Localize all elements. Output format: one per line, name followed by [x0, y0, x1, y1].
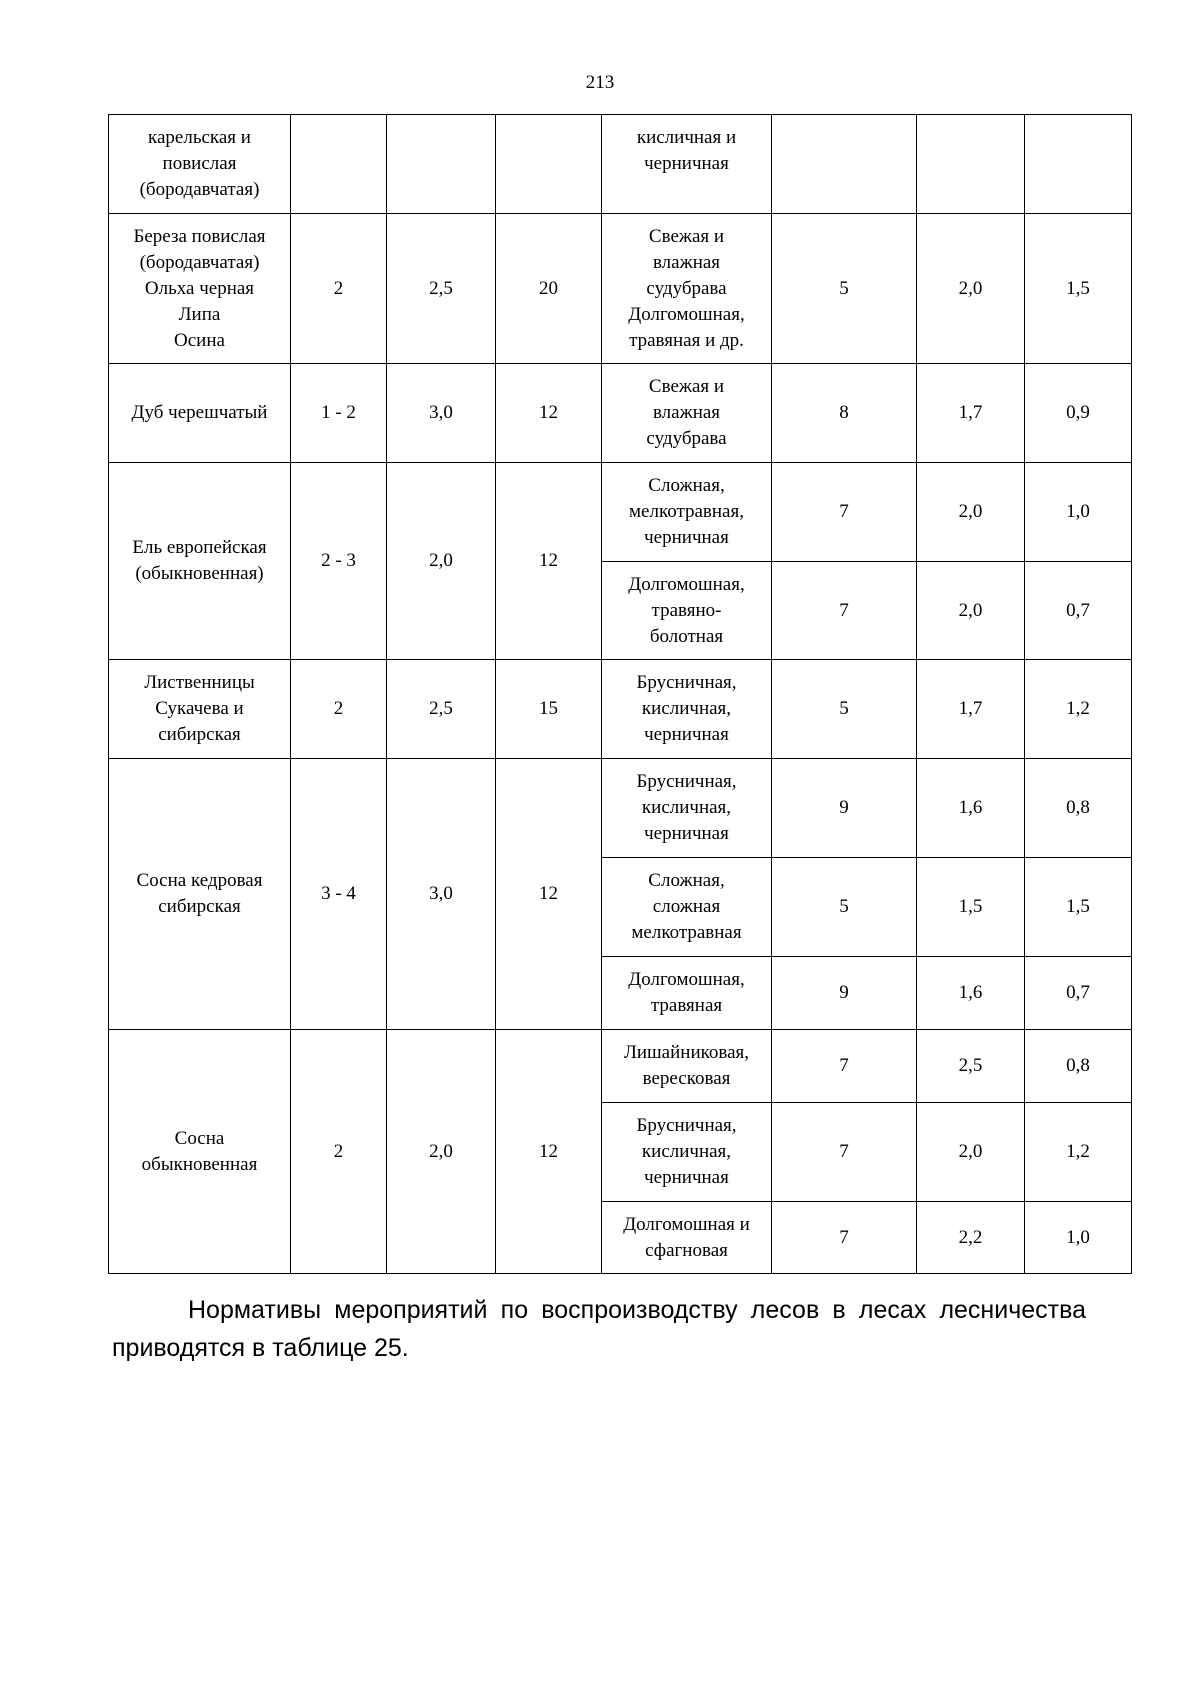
table-row — [109, 364, 1132, 463]
value-cell: 12 — [496, 759, 602, 1030]
value-cell: 1,0 — [1025, 463, 1132, 562]
species-cell: Сосна кедровая сибирская — [109, 759, 291, 1030]
value-cell: 0,8 — [1025, 1030, 1132, 1103]
forest-type-cell: Лишайниковая, вересковая — [602, 1030, 772, 1103]
value-cell: 9 — [772, 957, 917, 1030]
value-cell: 7 — [772, 1103, 917, 1202]
species-cell: Лиственницы Сукачева и сибирская — [109, 660, 291, 759]
value-cell: 12 — [496, 364, 602, 463]
value-cell: 7 — [772, 1030, 917, 1103]
value-cell — [917, 115, 1025, 214]
value-cell: 1 - 2 — [291, 364, 387, 463]
value-cell — [1025, 115, 1132, 214]
species-cell: Сосна обыкновенная — [109, 1030, 291, 1274]
value-cell: 8 — [772, 364, 917, 463]
value-cell — [291, 115, 387, 214]
value-cell: 12 — [496, 463, 602, 660]
value-cell: 5 — [772, 660, 917, 759]
value-cell — [772, 115, 917, 214]
species-cell: карельская и повислая (бородавчатая) — [109, 115, 291, 214]
table-row — [109, 759, 1132, 858]
value-cell: 2,5 — [387, 214, 496, 364]
value-cell: 2,0 — [917, 463, 1025, 562]
value-cell: 7 — [772, 562, 917, 660]
value-cell: 12 — [496, 1030, 602, 1274]
forest-type-cell: Брусничная, кисличная, черничная — [602, 759, 772, 858]
value-cell: 0,7 — [1025, 957, 1132, 1030]
value-cell: 15 — [496, 660, 602, 759]
table-row — [109, 115, 1132, 214]
value-cell: 1,5 — [917, 858, 1025, 957]
value-cell: 5 — [772, 858, 917, 957]
forest-type-cell: Долгомошная, травяная — [602, 957, 772, 1030]
forestry-norms-table — [108, 114, 1132, 1274]
value-cell: 1,5 — [1025, 858, 1132, 957]
forest-type-cell: Свежая и влажная судубрава Долгомошная, травяная и др. — [602, 214, 772, 364]
value-cell: 2,0 — [387, 463, 496, 660]
value-cell: 7 — [772, 463, 917, 562]
forest-type-cell: Долгомошная, травяно- болотная — [602, 562, 772, 660]
value-cell: 1,7 — [917, 364, 1025, 463]
species-cell: Береза повислая (бородавчатая) Ольха черная Липа Осина — [109, 214, 291, 364]
value-cell: 5 — [772, 214, 917, 364]
forest-type-cell: Долгомошная и сфагновая — [602, 1202, 772, 1274]
value-cell: 2,2 — [917, 1202, 1025, 1274]
value-cell — [387, 115, 496, 214]
value-cell: 2 — [291, 660, 387, 759]
value-cell: 2,0 — [387, 1030, 496, 1274]
forest-type-cell: Брусничная, кисличная, черничная — [602, 660, 772, 759]
value-cell: 1,7 — [917, 660, 1025, 759]
value-cell: 20 — [496, 214, 602, 364]
value-cell: 1,2 — [1025, 1103, 1132, 1202]
species-cell: Ель европейская (обыкновенная) — [109, 463, 291, 660]
table-row — [109, 214, 1132, 364]
value-cell: 3,0 — [387, 364, 496, 463]
value-cell: 3,0 — [387, 759, 496, 1030]
value-cell: 2 — [291, 1030, 387, 1274]
value-cell: 1,5 — [1025, 214, 1132, 364]
value-cell: 1,0 — [1025, 1202, 1132, 1274]
value-cell: 2 — [291, 214, 387, 364]
value-cell: 1,6 — [917, 957, 1025, 1030]
value-cell: 0,8 — [1025, 759, 1132, 858]
value-cell — [496, 115, 602, 214]
value-cell: 1,2 — [1025, 660, 1132, 759]
value-cell: 0,9 — [1025, 364, 1132, 463]
table-row — [109, 463, 1132, 562]
value-cell: 9 — [772, 759, 917, 858]
value-cell: 1,6 — [917, 759, 1025, 858]
value-cell: 2 - 3 — [291, 463, 387, 660]
table-row — [109, 1030, 1132, 1103]
species-cell: Дуб черешчатый — [109, 364, 291, 463]
forest-type-cell: кисличная и черничная — [602, 115, 772, 214]
value-cell: 0,7 — [1025, 562, 1132, 660]
body-paragraph: Нормативы мероприятий по воспроизводству лесов в лесах лесничества приводятся в таблице 25. — [112, 1296, 1086, 1362]
value-cell: 2,5 — [387, 660, 496, 759]
page-number: 213 — [585, 72, 615, 93]
value-cell: 7 — [772, 1202, 917, 1274]
value-cell: 3 - 4 — [291, 759, 387, 1030]
value-cell: 2,0 — [917, 214, 1025, 364]
forest-type-cell: Свежая и влажная судубрава — [602, 364, 772, 463]
forest-type-cell: Сложная, сложная мелкотравная — [602, 858, 772, 957]
forest-type-cell: Брусничная, кисличная, черничная — [602, 1103, 772, 1202]
value-cell: 2,5 — [917, 1030, 1025, 1103]
value-cell: 2,0 — [917, 562, 1025, 660]
value-cell: 2,0 — [917, 1103, 1025, 1202]
forest-type-cell: Сложная, мелкотравная, черничная — [602, 463, 772, 562]
table-row — [109, 660, 1132, 759]
